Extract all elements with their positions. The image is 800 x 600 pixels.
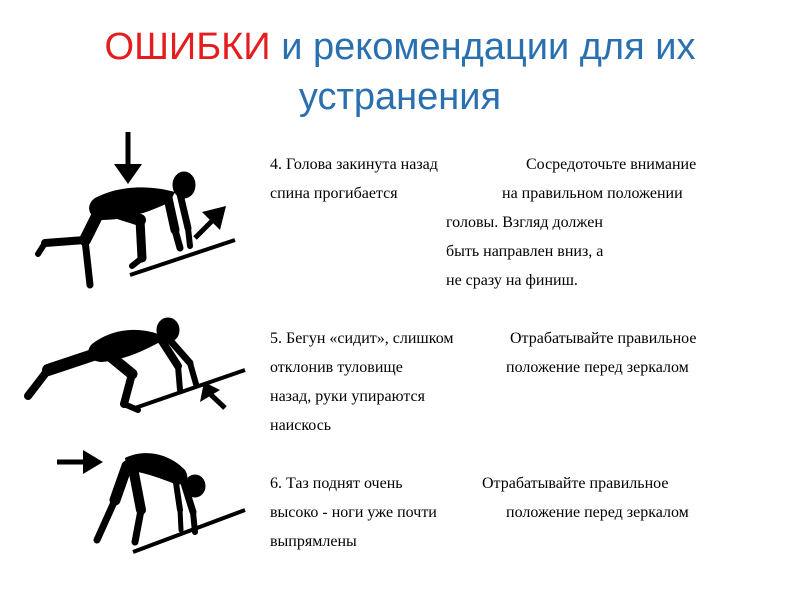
recommendation-text: Отрабатывайте правильное <box>510 330 697 347</box>
error-block-6 <box>270 469 790 556</box>
error-text: отклонив туловище <box>270 359 403 376</box>
arrow-down-icon <box>114 132 142 184</box>
ground-line <box>135 370 245 408</box>
recommendation-text: головы. Взгляд должен <box>446 214 603 231</box>
runner-head-back-figure <box>30 130 245 295</box>
recommendation-text: быть направлен вниз, а <box>446 243 604 260</box>
runner-silhouette <box>38 172 195 285</box>
error-text: выпрямлены <box>270 533 357 550</box>
recommendation-text: на правильном положении <box>502 185 683 202</box>
runner-silhouette <box>97 453 205 542</box>
error-text: 5. Бегун «сидит», слишком <box>270 330 454 347</box>
recommendation-text: положение перед зеркалом <box>506 359 689 376</box>
slide-title <box>0 22 800 122</box>
error-block-4 <box>270 150 790 295</box>
recommendation-text: положение перед зеркалом <box>506 504 689 521</box>
title-line1: и рекомендации для их <box>281 26 696 68</box>
error-text: назад, руки упираются <box>270 388 425 405</box>
error-text: высоко - ноги уже почти <box>270 504 437 521</box>
error-text: наискось <box>270 417 332 434</box>
arrow-up-right-icon <box>195 206 226 238</box>
recommendation-text: Отрабатывайте правильное <box>482 475 669 492</box>
title-line2: устранения <box>298 76 502 118</box>
error-text: 6. Таз поднят очень <box>270 475 403 492</box>
error-text: 4. Голова закинута назад <box>270 156 438 173</box>
runner-sitting-figure <box>20 308 250 426</box>
arrow-up-left-icon <box>200 382 225 408</box>
title-errors-word: ОШИБКИ <box>104 26 271 68</box>
error-block-5 <box>270 324 790 440</box>
recommendation-text: не сразу на финиш. <box>446 272 578 289</box>
error-text: спина прогибается <box>270 185 398 202</box>
recommendation-text: Сосредоточьте внимание <box>526 156 697 173</box>
runner-pelvis-high-figure <box>55 440 250 560</box>
arrow-right-icon <box>57 450 103 474</box>
ground-line <box>133 510 245 552</box>
recommendations-text <box>270 150 790 556</box>
